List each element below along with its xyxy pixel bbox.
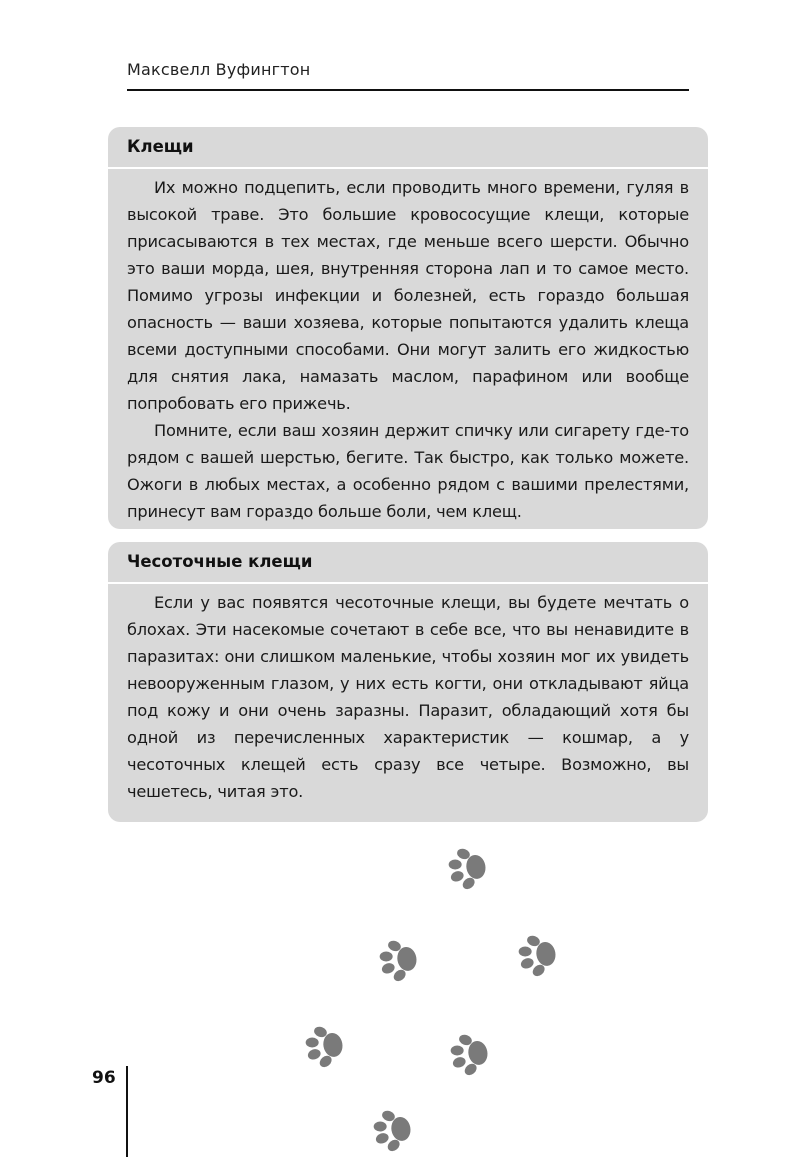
sidebar-box-ticks (108, 127, 708, 529)
box-body (108, 584, 708, 805)
paw-print-icon (370, 1105, 414, 1156)
paragraph: Их можно подцепить, если проводить много времени, гуляя в высокой траве. Это большие кровососущие клещи, которые присасываются в тех местах, где меньше всего шерсти. Обычно это ваши морда, шея, внутренняя сторона лап и то самое место. Помимо угрозы инфекции и болезней, есть гораздо большая опасность — ваши хозяева, которые попытаются удалить клеща всеми доступными способами. Они могут залить его жидкостью для снятия лака, намазать маслом, парафином или вообще попробовать его прижечь. (127, 178, 689, 413)
page-number-divider (126, 1066, 128, 1157)
box-title: Клещи (108, 127, 708, 169)
paw-print-icon (447, 1029, 491, 1080)
paragraph: Помните, если ваш хозяин держит спичку или сигарету где-то рядом с вашей шерстью, бегите. Так быстро, как только можете. Ожоги в любых местах, а особенно рядом с вашими прелестями, принесут вам гораздо больше боли, чем клещ. (127, 421, 689, 521)
running-head: Максвелл Вуфингтон (127, 60, 311, 79)
paw-print-icon (515, 930, 559, 981)
paragraph: Если у вас появятся чесоточные клещи, вы будете мечтать о блохах. Эти насекомые сочетают в себе все, что вы ненавидите в паразитах: они слишком маленькие, чтобы хозяин мог их увидеть невооруженным глазом, у них есть когти, они откладывают яйца под кожу и они очень заразны. Паразит, обладающий хотя бы одной из перечисленных характеристик — кошмар, а у чесоточных клещей есть сразу все четыре. Возможно, вы чешетесь, читая это. (127, 593, 689, 801)
paw-print-icon (376, 935, 420, 986)
page-number: 96 (92, 1068, 116, 1088)
paw-print-icon (302, 1021, 346, 1072)
box-body (108, 169, 708, 525)
paw-print-icon (445, 843, 489, 894)
header-divider (127, 89, 689, 91)
box-title: Чесоточные клещи (108, 542, 708, 584)
sidebar-box-mange-mites (108, 542, 708, 822)
